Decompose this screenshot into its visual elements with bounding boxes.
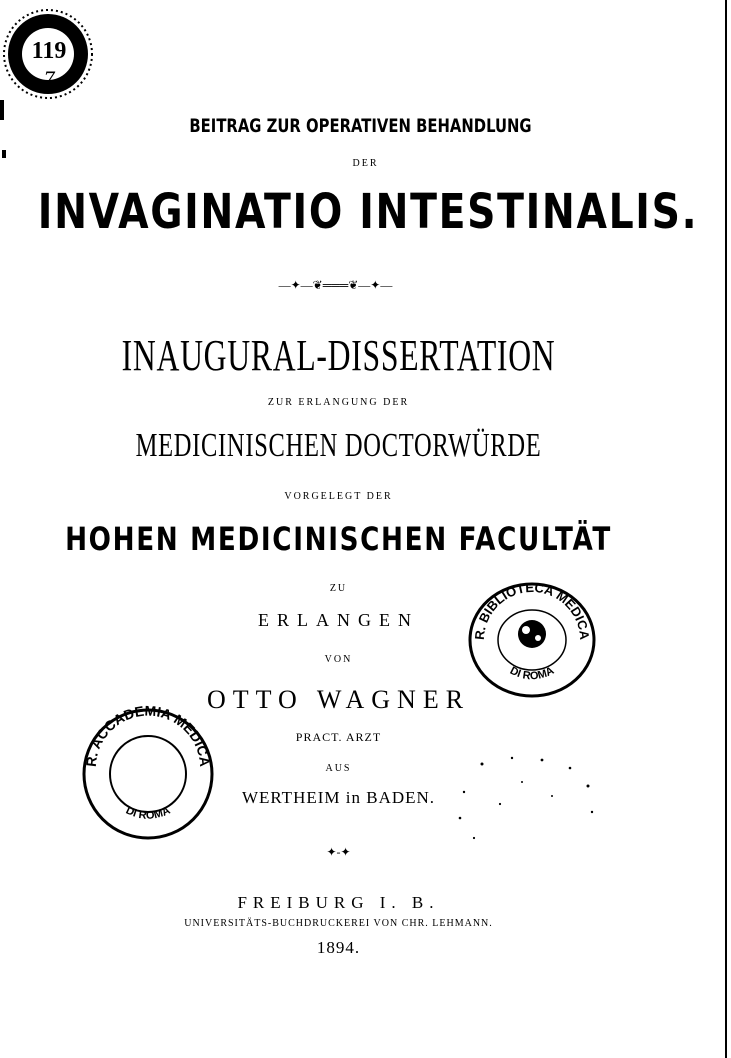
author-name: OTTO WAGNER: [206, 685, 471, 714]
university-city: ERLANGEN: [258, 610, 419, 630]
biblioteca-medica-stamp: [462, 572, 602, 702]
title-line-aus: AUS: [325, 763, 352, 774]
publication-city: FREIBURG I. B.: [237, 893, 440, 912]
faculty-title: HOHEN MEDICINISCHEN FACULTÄT: [65, 520, 612, 558]
shelf-number-top: 119: [31, 38, 67, 64]
accademia-stamp-bottom: DI ROMA: [123, 804, 173, 822]
ornament-rule: —✦—❦═══❦—✦—: [278, 278, 393, 292]
accademia-stamp-text: R. ACCADEMIA MEDICA: [82, 702, 214, 768]
ornament-small: ✦-✦: [326, 845, 351, 859]
publication-year: 1894.: [316, 938, 361, 957]
degree-title: MEDICINISCHEN DOCTORWÜRDE: [135, 427, 542, 464]
biblioteca-stamp-bottom: DI ROMA: [507, 664, 557, 683]
biblioteca-stamp-text: R. BIBLIOTECA MEDICA: [471, 579, 593, 641]
title-line-11: VON: [324, 654, 353, 665]
title-line-1: BEITRAG ZUR OPERATIVEN BEHANDLUNG: [189, 115, 532, 137]
svg-text:DI ROMA: [124, 805, 172, 822]
printer-name: UNIVERSITÄTS-BUCHDRUCKEREI VON CHR. LEHMANN.: [184, 918, 493, 929]
svg-text:DI ROMA: [508, 665, 556, 683]
shelf-number-stamp: [2, 8, 94, 100]
binding-mark: [2, 150, 6, 158]
binding-mark: [0, 100, 4, 120]
svg-text:R. ACCADEMIA MEDICA: [83, 703, 213, 768]
title-line-2: DER: [352, 158, 379, 169]
author-hometown: WERTHEIM in BADEN.: [241, 788, 436, 807]
accademia-medica-stamp: [78, 702, 218, 842]
main-title: INVAGINATIO INTESTINALIS.: [37, 184, 699, 240]
author-title: PRACT. ARZT: [295, 730, 382, 744]
faint-stamp-trace: [452, 752, 602, 852]
title-line-5: ZUR ERLANGUNG DER: [267, 397, 410, 408]
shelf-number-bottom: 7: [43, 66, 55, 91]
title-line-7: VORGELEGT DER: [284, 491, 393, 502]
title-line-9: ZU: [329, 583, 348, 594]
dissertation-heading: INAUGURAL-DISSERTATION: [121, 331, 556, 380]
